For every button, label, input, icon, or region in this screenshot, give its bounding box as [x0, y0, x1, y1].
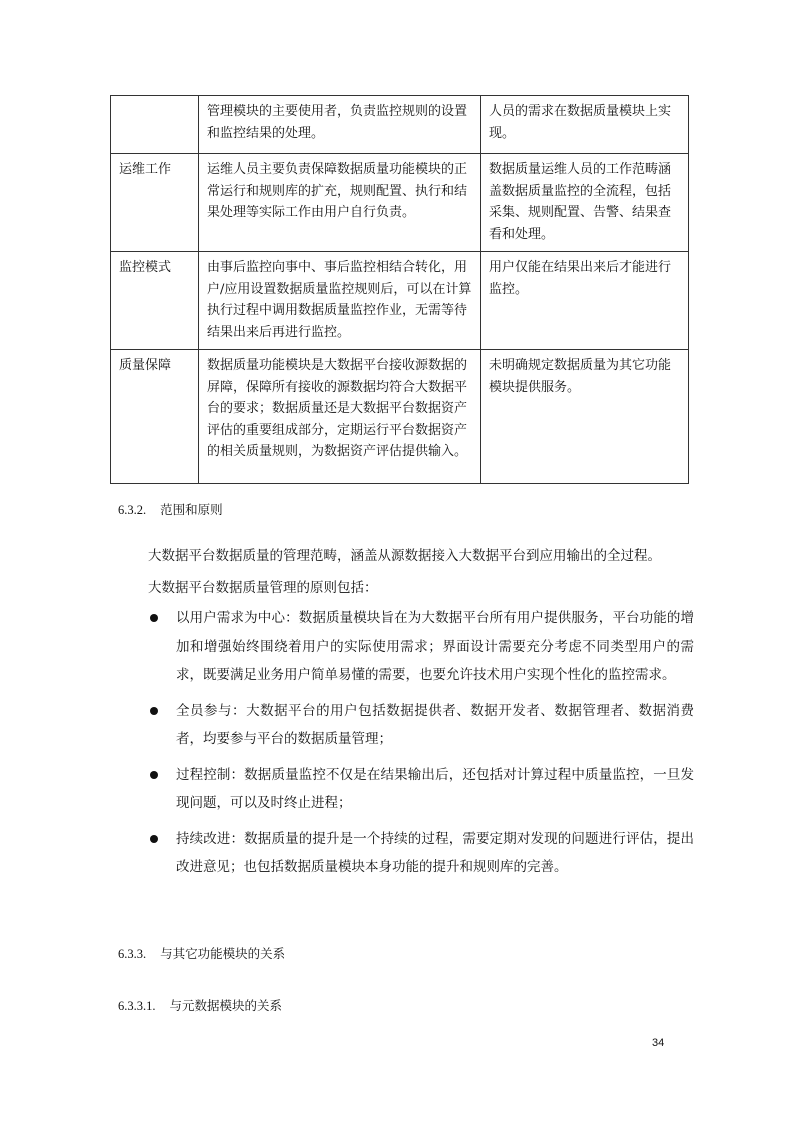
list-item-text: 过程控制：数据质量监控不仅是在结果输出后，还包括对计算过程中质量监控，一旦发现问题，可以及时终止进程；: [176, 766, 694, 811]
old-platform-cell: 未明确规定数据质量为其它功能模块提供服务。: [481, 350, 689, 484]
table-row: [111, 350, 689, 484]
bullet-icon: [150, 771, 158, 779]
old-platform-cell: 用户仅能在结果出来后才能进行监控。: [481, 252, 689, 350]
section-title: 与元数据模块的关系: [169, 998, 283, 1013]
table-row: [111, 96, 689, 154]
paragraph: 大数据平台数据质量的管理范畴，涵盖从源数据接入大数据平台到应用输出的全过程。: [148, 548, 661, 564]
section-title: 与其它功能模块的关系: [160, 946, 286, 961]
list-item: [118, 604, 694, 690]
table-row: [111, 252, 689, 350]
new-platform-cell: 运维人员主要负责保障数据质量功能模块的正常运行和规则库的扩充，规则配置、执行和结果处理等实际工作由用户自行负责。: [199, 154, 481, 252]
row-label: [111, 96, 199, 154]
list-item: [118, 697, 694, 754]
bullet-icon: [150, 707, 158, 715]
old-platform-cell: 数据质量运维人员的工作范畴涵盖数据质量监控的全流程，包括采集、规则配置、告警、结果查看和处理。: [481, 154, 689, 252]
row-label: 质量保障: [111, 350, 199, 484]
principles-list: [118, 604, 694, 882]
list-item: [118, 761, 694, 818]
section-heading-6-3-3-1: [118, 996, 282, 1014]
bullet-icon: [150, 614, 158, 622]
new-platform-cell: 管理模块的主要使用者，负责监控规则的设置和监控结果的处理。: [199, 96, 481, 154]
page-number: 34: [652, 1037, 665, 1049]
row-label: 监控模式: [111, 252, 199, 350]
list-item: [118, 825, 694, 882]
old-platform-cell: 人员的需求在数据质量模块上实现。: [481, 96, 689, 154]
section-heading-6-3-2: [118, 500, 223, 518]
table-row: [111, 154, 689, 252]
section-number: 6.3.3.1.: [118, 999, 156, 1013]
section-number: 6.3.3.: [118, 947, 147, 961]
list-item-text: 以用户需求为中心：数据质量模块旨在为大数据平台所有用户提供服务，平台功能的增加和增强始终围绕着用户的实际使用需求；界面设计需要充分考虑不同类型用户的需求，既要满足业务用户简单易懂的需要，也要允许技术用户实现个性化的监控需求。: [176, 610, 694, 683]
section-number: 6.3.2.: [118, 503, 147, 517]
list-item-text: 全员参与：大数据平台的用户包括数据提供者、数据开发者、数据管理者、数据消费者，均要参与平台的数据质量管理；: [176, 702, 694, 747]
paragraph: 大数据平台数据质量管理的原则包括：: [148, 580, 378, 596]
section-title: 范围和原则: [160, 502, 223, 517]
new-platform-cell: 由事后监控向事中、事后监控相结合转化，用户/应用设置数据质量监控规则后，可以在计算执行过程中调用数据质量监控作业，无需等待结果出来后再进行监控。: [199, 252, 481, 350]
list-item-text: 持续改进：数据质量的提升是一个持续的过程，需要定期对发现的问题进行评估，提出改进意见；也包括数据质量模块本身功能的提升和规则库的完善。: [176, 830, 694, 875]
section-heading-6-3-3: [118, 944, 285, 962]
bullet-icon: [150, 835, 158, 843]
comparison-table: [110, 95, 689, 484]
row-label: 运维工作: [111, 154, 199, 252]
new-platform-cell: 数据质量功能模块是大数据平台接收源数据的屏障，保障所有接收的源数据均符合大数据平台的要求；数据质量还是大数据平台数据资产评估的重要组成部分，定期运行平台数据资产的相关质量规则，为数据资产评估提供输入。: [199, 350, 481, 484]
